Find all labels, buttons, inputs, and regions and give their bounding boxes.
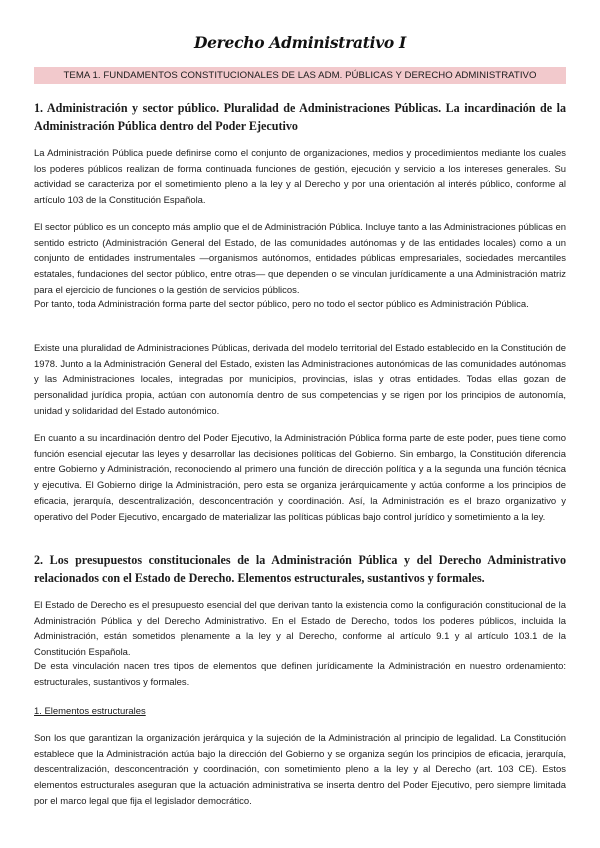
- topic-banner: TEMA 1. FUNDAMENTOS CONSTITUCIONALES DE LAS ADM. PÚBLICAS Y DERECHO ADMINISTRATIVO: [34, 67, 566, 84]
- paragraph: El Estado de Derecho es el presupuesto esencial del que derivan tanto la existencia como la configuración constitucional de la Administración Pública y del Derecho Administrativo. En el Estado de Derecho, todos los poderes públicos, incluida la Administración, están sometidos plenamente a la ley y al Derecho, conforme al artículo 9.1 y al artículo 103.1 de la Constitución Española.: [34, 600, 566, 659]
- structural-elements-subheading: 1. Elementos estructurales: [34, 706, 146, 717]
- paragraph: De esta vinculación nacen tres tipos de elementos que definen jurídicamente la Administración en nuestro ordenamiento: estructurales, sustantivos y formales.: [34, 661, 566, 688]
- paragraph: Son los que garantizan la organización jerárquica y la sujeción de la Administración al principio de legalidad. La Constitución establece que la Administración actúa bajo la dirección del Gobierno y se organiza según los principios de eficacia, jerarquía, descentralización, desconcentración y coordinación, con sometimiento pleno a la ley y al Derecho (art. 103 CE). Estos elementos estructurales aseguran que la actuación administrativa se inserta dentro del Poder Ejecutivo, pero siempre limitada por el marco legal que fija el legislador democrático.: [34, 733, 566, 807]
- paragraph: La Administración Pública puede definirse como el conjunto de organizaciones, medios y procedimientos mediante los cuales los poderes públicos realizan de forma continuada funciones de gestión, ejecución y servicio a los intereses generales. Su actividad se caracteriza por el sometimiento pleno a la ley y al Derecho y por una orientación al interés público, conforme al artículo 103 de la Constitución Española.: [34, 148, 566, 207]
- section-1-heading: 1. Administración y sector público. Pluralidad de Administraciones Públicas. La incardinación de la Administración Pública dentro del Poder Ejecutivo: [34, 101, 566, 133]
- section-2-heading: 2. Los presupuestos constitucionales de la Administración Pública y del Derecho Administrativo relacionados con el Estado de Derecho. Elementos estructurales, sustantivos y formales.: [34, 553, 566, 585]
- paragraph: En cuanto a su incardinación dentro del Poder Ejecutivo, la Administración Pública forma parte de este poder, pues tiene como función esencial ejecutar las leyes y desarrollar las decisiones políticas del Gobierno. Sin embargo, la Constitución diferencia entre Gobierno y Administración, reconociendo al primero una función de dirección política y a la segunda una función técnica y ejecutiva. El Gobierno dirige la Administración, pero esta se organiza jerárquicamente y actúa conforme a los principios de eficacia, jerarquía, descentralización, desconcentración y coordinación. Así, la Administración es el brazo organizativo y operativo del Poder Ejecutivo, encargado de materializar las políticas públicas bajo control jurídico y sometimiento a la ley.: [34, 433, 566, 523]
- paragraph: Existe una pluralidad de Administraciones Públicas, derivada del modelo territorial del Estado establecido en la Constitución de 1978. Junto a la Administración General del Estado, existen las Administraciones autonómicas de las comunidades autónomas y las Administraciones locales, integradas por municipios, provincias, islas y otras entidades. Todas ellas gozan de personalidad jurídica propia, actúan con autonomía dentro de sus competencias y se rigen por los principios de autonomía, unidad y solidaridad del Estado autonómico.: [34, 343, 566, 417]
- paragraph: Por tanto, toda Administración forma parte del sector público, pero no todo el sector público es Administración Pública.: [34, 299, 529, 310]
- document-title: Derecho Administrativo I: [193, 33, 407, 52]
- paragraph: El sector público es un concepto más amplio que el de Administración Pública. Incluye tanto a las Administraciones públicas en sentido estricto (Administración General del Estado, de las comunidades autónomas y de las entidades locales) como a un conjunto de entidades instrumentales —organismos autónomos, entidades públicas empresariales, sociedades mercantiles estatales, fundaciones del sector público, entre otras— que dependen o se vinculan jurídicamente a una Administración matriz para el ejercicio de funciones o la gestión de servicios públicos.: [34, 222, 566, 296]
